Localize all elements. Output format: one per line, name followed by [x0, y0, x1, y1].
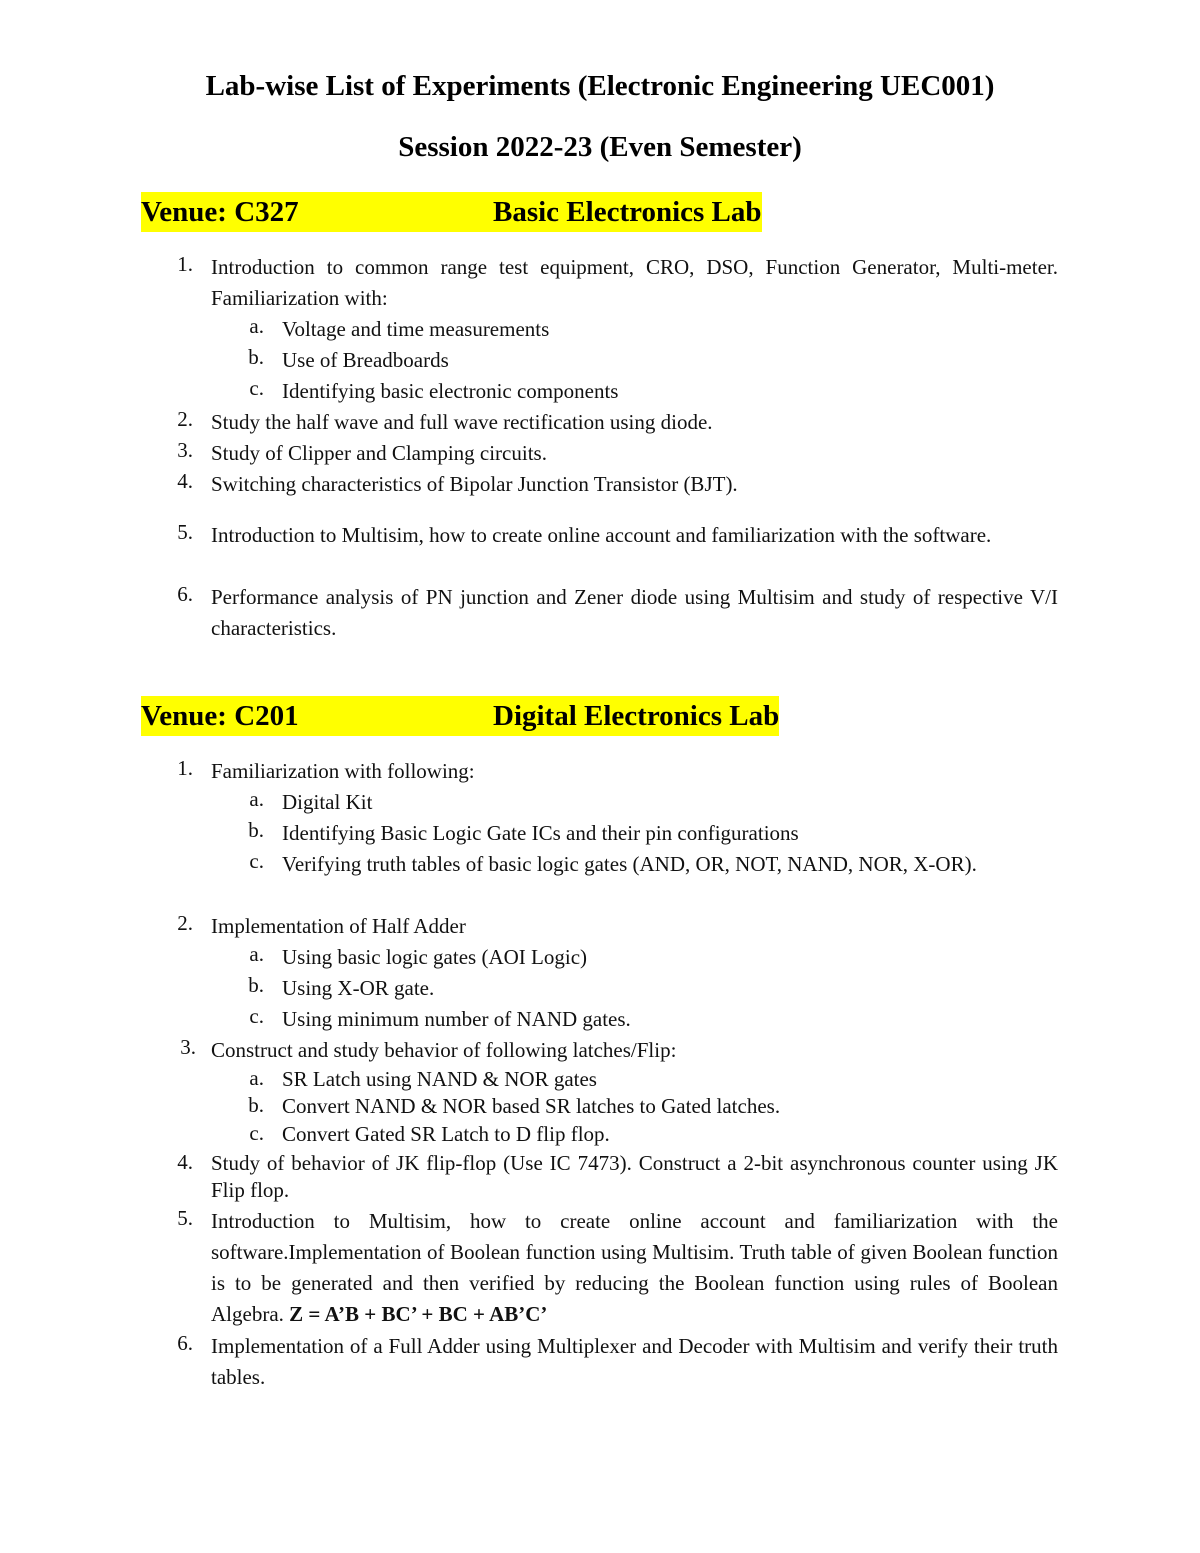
lab-name: Digital Electronics Lab: [493, 696, 779, 736]
lab-heading-digital: [141, 696, 779, 736]
session-heading: Session 2022-23 (Even Semester): [398, 131, 802, 163]
venue-label: Venue: C327: [141, 192, 493, 232]
document-title: Lab-wise List of Experiments (Electronic Engineering UEC001): [205, 70, 995, 102]
lab-name: Basic Electronics Lab: [493, 192, 762, 232]
boolean-equation: Z = A’B + BC’ + BC + AB’C’: [289, 1302, 548, 1326]
venue-label: Venue: C201: [141, 696, 493, 736]
document-page: Lab-wise List of Experiments (Electronic Engineering UEC001) Session 2022-23 (Even Semester) Venue: C327 Basic Electronics Lab 1. Introduction to common range test equipment, CRO, DSO, Function Generator, Multi-meter. Familiarization with: a. Voltage and time measurements b. Use of Breadboards c. Identifying basic electronic components 2. Study the half wave and full wave rectification using diode. 3. Study of Clipper and Clamping circuits. 4. Switching characteristics of Bipolar Junction Transistor (BJT). 5. Introduction to Multisim, how to create online account and familiarization with the software. 6. Performance analysis of PN junction and Zener diode using Multisim and study of respective V/I characteristics. Venue: C201 Digital Electronics Lab 1. Familiarization with following: a. Digital Kit b. Identifying Basic Logic Gate ICs and their pin configurations c. Verifying truth tables of basic logic gates (AND, OR, NOT, NAND, NOR, X-OR). 2. Implementation of Half Adder a. Using basic logic gates (AOI Logic) b. Using X-OR gate. c. Using minimum number of NAND gates. 3. Construct and study behavior of following latches/Flip: a. SR Latch using NAND & NOR gates b. Convert NAND & NOR based SR latches to Gated latches. c. Convert Gated SR Latch to D flip flop. 4. Study of behavior of JK flip-flop (Use IC 7473). Construct a 2-bit asynchronous counter using JK Flip flop. 5. Introduction to Multisim, how to create online account and familiarization with the software.Implementation of Boolean function using Multisim. Truth table of given Boolean function is to be generated and then verified by reducing the Boolean function using rules of Boolean Algebra. Z = A’B + BC’ + BC + AB’C’ 6. Implementation of a Full Adder using Multiplexer and Decoder with Multisim and verify their truth tables.: [0, 0, 1200, 1553]
lab-heading-basic: [141, 192, 762, 232]
